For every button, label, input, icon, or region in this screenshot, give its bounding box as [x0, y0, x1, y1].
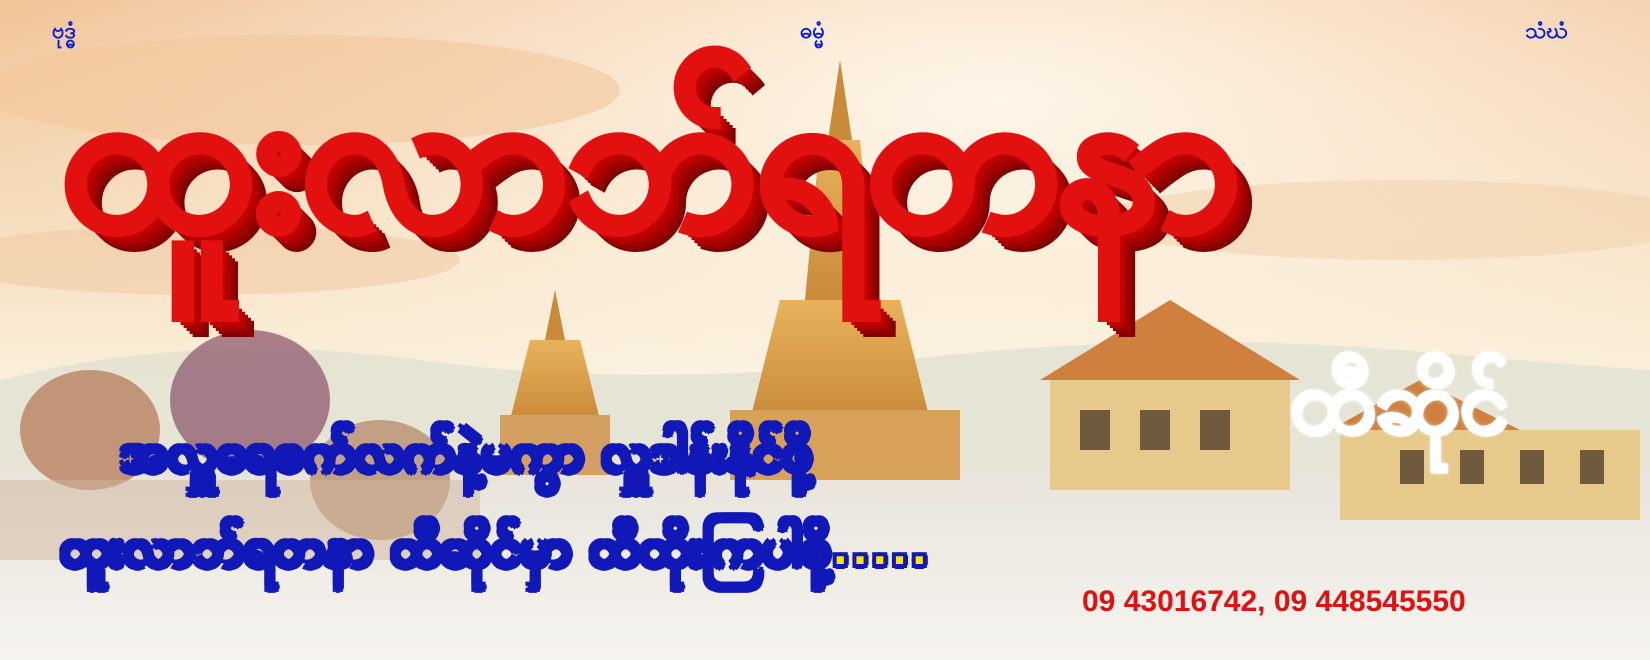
shop-title: ထူးလာဘ်ရတနာ [60, 43, 1238, 276]
slogan-line-2: ထူးလာဘ်ရတနာ ထီဆိုင်မှာ ထီထိုးကြပါစို့..... [60, 518, 930, 578]
top-left-text: ဗုဒ္ဓံ [52, 19, 77, 44]
top-center-text: ဓမ္မံ [800, 19, 825, 44]
slogan-line-1: အလှူရေစက်လက်နဲ့မကွာ လှူဒါန်းနိုင်ဖို့ [120, 423, 812, 483]
phone-numbers: 09 43016742, 09 448545550 [1082, 585, 1466, 618]
top-right-text: သံဃံ [1525, 19, 1568, 44]
shop-subtitle: ထီဆိုင် [1290, 350, 1509, 453]
